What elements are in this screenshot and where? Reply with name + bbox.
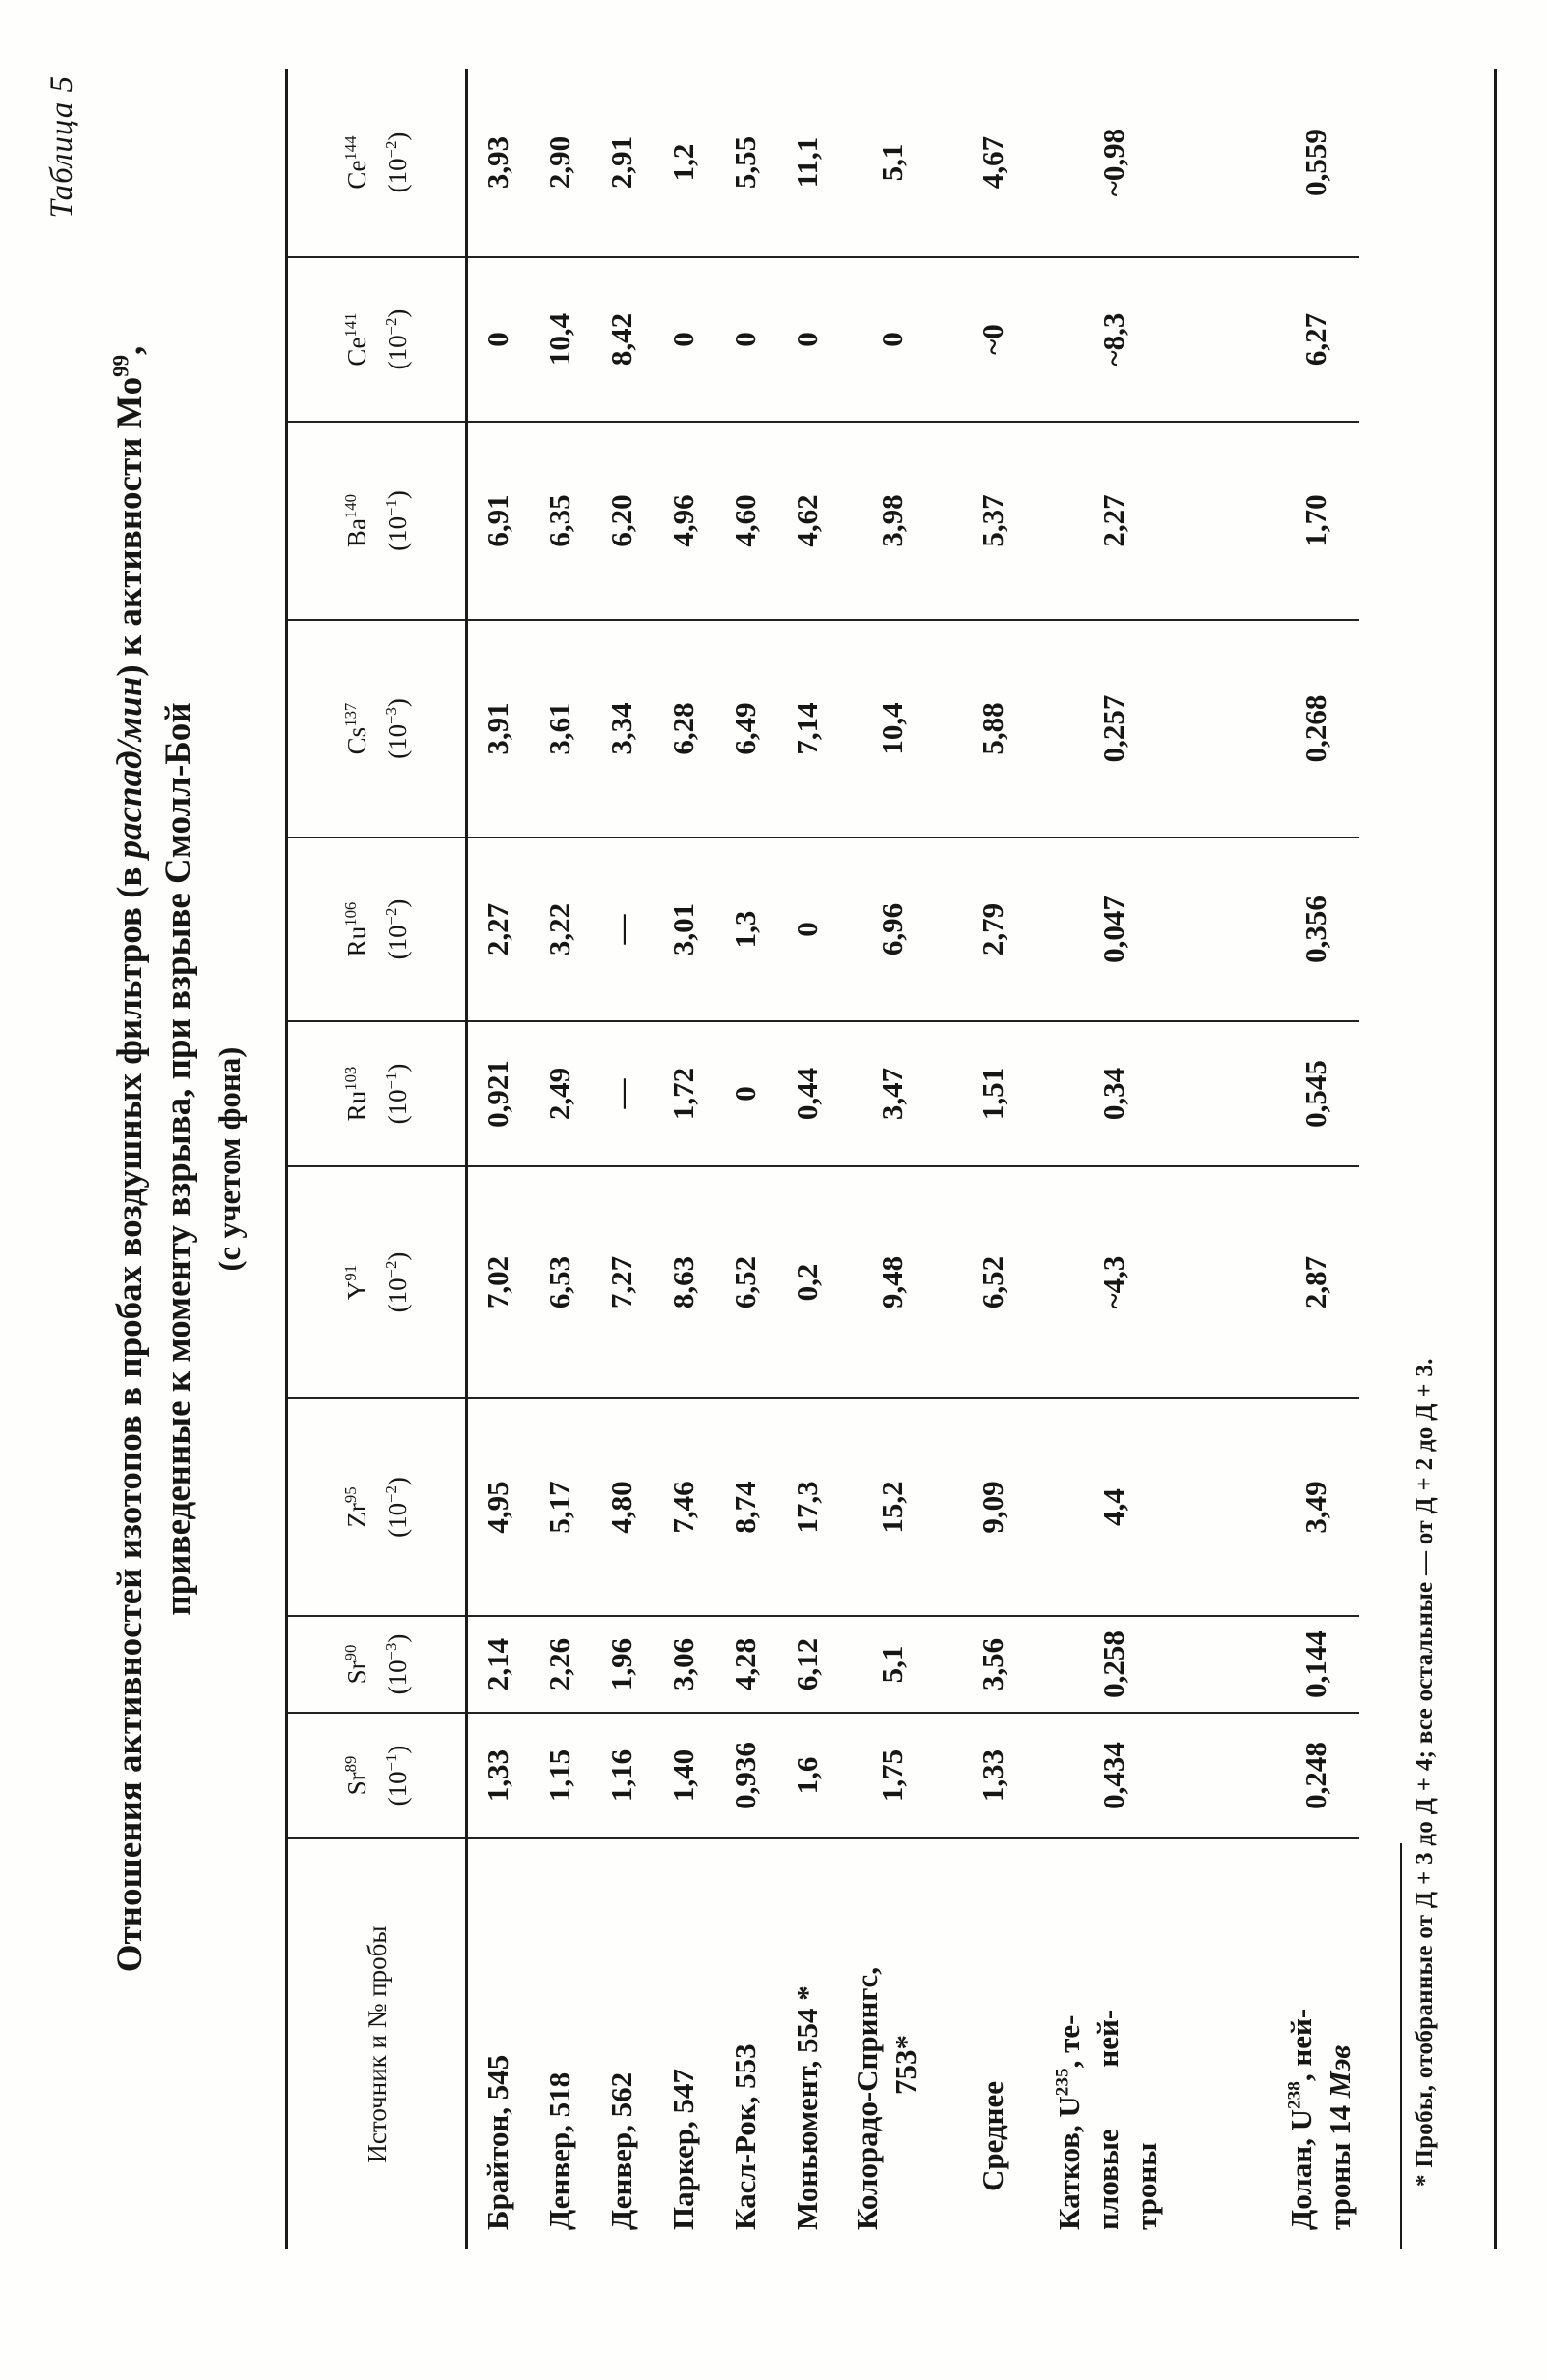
value-cell: 9,09 <box>947 1398 1040 1616</box>
value-cell: 0,545 <box>1272 1021 1359 1166</box>
value-cell: 4,62 <box>776 422 838 620</box>
value-cell: 1,2 <box>653 69 715 257</box>
value-cell: 3,49 <box>1272 1398 1359 1616</box>
row-label <box>653 1838 715 2249</box>
table-row <box>1272 69 1359 2249</box>
value-cell: 5,1 <box>838 69 947 257</box>
row-label <box>776 1838 838 2249</box>
isotope-activity-ratio-table <box>285 69 1359 2249</box>
value-cell: 0 <box>776 837 838 1021</box>
column-header <box>287 69 467 257</box>
row-label <box>591 1838 653 2249</box>
value-cell: 15,2 <box>838 1398 947 1616</box>
value-cell: 2,91 <box>591 69 653 257</box>
value-cell: 2,49 <box>529 1021 591 1166</box>
value-cell: 10,4 <box>529 257 591 422</box>
header-isotope-line: Ru$^{103}$ <box>340 1066 371 1122</box>
value-cell: 7,46 <box>653 1398 715 1616</box>
value-cell: 2,87 <box>1272 1166 1359 1398</box>
header-scale-line: $(10^{-1})$ <box>381 490 412 551</box>
value-cell: 6,12 <box>776 1616 838 1713</box>
value-cell: 0,559 <box>1272 69 1359 257</box>
value-cell: 6,49 <box>715 620 776 837</box>
table-row <box>776 69 838 2249</box>
row-label <box>947 1838 1040 2249</box>
value-cell: 2,27 <box>1040 422 1272 620</box>
header-scale-line: $(10^{-1})$ <box>381 1745 412 1807</box>
row-label-line: Денвер, 518 <box>541 2071 576 2230</box>
row-label-line: троны 14 Мэв <box>1322 2044 1357 2230</box>
value-cell: ~0,98 <box>1040 69 1272 257</box>
header-isotope-line: Cs$^{137}$ <box>340 702 371 755</box>
row-label-line: Паркер, 547 <box>665 2069 700 2230</box>
value-cell: 5,55 <box>715 69 776 257</box>
value-cell: 8,74 <box>715 1398 776 1616</box>
header-scale-line: $(10^{-2})$ <box>381 309 412 370</box>
header-isotope-line: Ce$^{141}$ <box>340 312 371 367</box>
footnote-separator-rule <box>1400 1843 1402 2249</box>
row-label-line: 753* <box>888 2035 922 2095</box>
table-row <box>653 69 715 2249</box>
header-scale-line: $(10^{-1})$ <box>381 1063 412 1125</box>
value-cell: 0 <box>715 1021 776 1166</box>
value-cell: 3,47 <box>838 1021 947 1166</box>
row-label-line: Колорадо-Спрингс, <box>849 1967 884 2230</box>
column-header <box>287 837 467 1021</box>
value-cell: 0,44 <box>776 1021 838 1166</box>
header-row <box>287 69 467 2249</box>
row-label-line: Моньюмент, 554 * <box>789 1985 824 2230</box>
row-label-line: Касл-Рок, 553 <box>727 2043 762 2230</box>
value-cell: 3,01 <box>653 837 715 1021</box>
value-cell: 11,1 <box>776 69 838 257</box>
value-cell: 7,27 <box>591 1166 653 1398</box>
value-cell: 3,91 <box>467 620 529 837</box>
value-cell: 4,95 <box>467 1398 529 1616</box>
value-cell: 7,14 <box>776 620 838 837</box>
value-cell: 4,96 <box>653 422 715 620</box>
column-header <box>287 422 467 620</box>
value-cell: 1,51 <box>947 1021 1040 1166</box>
value-cell: 4,60 <box>715 422 776 620</box>
table-caption: Таблица 5 <box>44 75 79 219</box>
value-cell: 6,28 <box>653 620 715 837</box>
value-cell: 0,248 <box>1272 1713 1359 1838</box>
header-isotope-line: Ba$^{140}$ <box>340 493 371 548</box>
header-scale-line: $(10^{-3})$ <box>381 698 412 759</box>
value-cell: 6,53 <box>529 1166 591 1398</box>
value-cell: 2,26 <box>529 1616 591 1713</box>
table-row <box>715 69 776 2249</box>
header-isotope-line: Sr$^{90}$ <box>340 1644 371 1685</box>
header-isotope-line: Ru$^{106}$ <box>340 901 371 957</box>
value-cell: — <box>591 1021 653 1166</box>
value-cell: ~0 <box>947 257 1040 422</box>
title-line-3: (с учетом фона) <box>213 1046 248 1272</box>
value-cell: 0,936 <box>715 1713 776 1838</box>
row-label-line: Денвер, 562 <box>603 2071 638 2230</box>
value-cell: 0,434 <box>1040 1713 1272 1838</box>
value-cell: 6,35 <box>529 422 591 620</box>
value-cell: 2,79 <box>947 837 1040 1021</box>
header-scale-line: $(10^{-2})$ <box>381 1477 412 1538</box>
value-cell: 0 <box>467 257 529 422</box>
value-cell: 1,70 <box>1272 422 1359 620</box>
column-header <box>287 1166 467 1398</box>
column-header <box>287 1713 467 1838</box>
value-cell: 1,40 <box>653 1713 715 1838</box>
value-cell: 0 <box>715 257 776 422</box>
column-header <box>287 1021 467 1166</box>
value-cell: 0,258 <box>1040 1616 1272 1713</box>
value-cell: 0,921 <box>467 1021 529 1166</box>
value-cell: 3,61 <box>529 620 591 837</box>
value-cell: 0,356 <box>1272 837 1359 1021</box>
value-cell: 6,27 <box>1272 257 1359 422</box>
value-cell: 3,56 <box>947 1616 1040 1713</box>
row-label-line: пловые ней- <box>1090 2009 1124 2230</box>
row-label <box>838 1838 947 2249</box>
value-cell: 0 <box>776 257 838 422</box>
value-cell: 0,2 <box>776 1166 838 1398</box>
value-cell: 6,96 <box>838 837 947 1021</box>
row-label-line: троны <box>1128 2142 1163 2230</box>
value-cell: 6,91 <box>467 422 529 620</box>
value-cell: 0,144 <box>1272 1616 1359 1713</box>
row-label <box>529 1838 591 2249</box>
row-label-line: Долан, $U^{238}$, ней- <box>1283 2008 1318 2230</box>
header-isotope-line: Zr$^{95}$ <box>340 1486 371 1528</box>
table-title <box>106 69 248 2249</box>
value-cell: 5,1 <box>838 1616 947 1713</box>
value-cell: 0,34 <box>1040 1021 1272 1166</box>
value-cell: 1,72 <box>653 1021 715 1166</box>
row-label-line: Брайтон, 545 <box>481 2054 515 2230</box>
value-cell: 1,16 <box>591 1713 653 1838</box>
value-cell: 4,67 <box>947 69 1040 257</box>
table-row <box>1040 69 1272 2249</box>
value-cell: 17,3 <box>776 1398 838 1616</box>
bottom-closing-rule <box>1494 69 1497 2249</box>
value-cell: 3,98 <box>838 422 947 620</box>
value-cell: 0,047 <box>1040 837 1272 1021</box>
row-label <box>715 1838 776 2249</box>
table-body <box>467 69 1359 2249</box>
header-isotope-line: Ce$^{144}$ <box>340 135 371 190</box>
row-header-label: Источник и № пробы <box>287 1838 467 2249</box>
value-cell: 8,63 <box>653 1166 715 1398</box>
value-cell: 9,48 <box>838 1166 947 1398</box>
header-isotope-line: $Y^{91}$ <box>340 1264 371 1301</box>
value-cell: 0,268 <box>1272 620 1359 837</box>
value-cell: 4,4 <box>1040 1398 1272 1616</box>
value-cell: 1,6 <box>776 1713 838 1838</box>
row-label <box>467 1838 529 2249</box>
table-row <box>529 69 591 2249</box>
column-header <box>287 620 467 837</box>
column-header <box>287 1398 467 1616</box>
value-cell: 3,22 <box>529 837 591 1021</box>
value-cell: 3,93 <box>467 69 529 257</box>
value-cell: 5,37 <box>947 422 1040 620</box>
table-footnote: * Пробы, отобранные от Д + 3 до Д + 4; все остальные — от Д + 2 до Д + 3. <box>1412 1358 1438 2187</box>
value-cell: 3,06 <box>653 1616 715 1713</box>
value-cell: 6,52 <box>715 1166 776 1398</box>
value-cell: 6,20 <box>591 422 653 620</box>
row-label-line: Катков, $U^{235}$, те- <box>1051 2014 1086 2230</box>
title-line-2: приведенные к моменту взрыва, при взрыве Смолл-Бой <box>159 702 198 1616</box>
header-scale-line: $(10^{-3})$ <box>381 1633 412 1695</box>
column-header <box>287 1616 467 1713</box>
value-cell: 1,3 <box>715 837 776 1021</box>
value-cell: 5,88 <box>947 620 1040 837</box>
row-label <box>1272 1838 1359 2249</box>
table-row <box>838 69 947 2249</box>
value-cell: 1,15 <box>529 1713 591 1838</box>
value-cell: 4,80 <box>591 1398 653 1616</box>
value-cell: 1,33 <box>947 1713 1040 1838</box>
table-row <box>947 69 1040 2249</box>
value-cell: — <box>591 837 653 1021</box>
title-line-1: Отношения активностей изотопов в пробах воздушных фильтров (в распад/мин) к активности Mo$^{99}$, <box>108 345 150 1973</box>
table-header <box>287 69 467 2249</box>
value-cell: 0 <box>653 257 715 422</box>
value-cell: 6,52 <box>947 1166 1040 1398</box>
value-cell: 0 <box>838 257 947 422</box>
header-scale-line: $(10^{-2})$ <box>381 132 412 193</box>
value-cell: 1,33 <box>467 1713 529 1838</box>
table-row <box>591 69 653 2249</box>
value-cell: 2,27 <box>467 837 529 1021</box>
column-header <box>287 257 467 422</box>
header-isotope-line: Sr$^{89}$ <box>340 1755 371 1796</box>
value-cell: 3,34 <box>591 620 653 837</box>
value-cell: 2,14 <box>467 1616 529 1713</box>
value-cell: 0,257 <box>1040 620 1272 837</box>
row-label <box>1040 1838 1272 2249</box>
header-scale-line: $(10^{-2})$ <box>381 898 412 960</box>
value-cell: 2,90 <box>529 69 591 257</box>
value-cell: 1,96 <box>591 1616 653 1713</box>
value-cell: 7,02 <box>467 1166 529 1398</box>
value-cell: 1,75 <box>838 1713 947 1838</box>
value-cell: ~4,3 <box>1040 1166 1272 1398</box>
row-label-line: Среднее <box>976 2080 1009 2191</box>
value-cell: 4,28 <box>715 1616 776 1713</box>
table-row <box>467 69 529 2249</box>
value-cell: 5,17 <box>529 1398 591 1616</box>
value-cell: 10,4 <box>838 620 947 837</box>
value-cell: ~8,3 <box>1040 257 1272 422</box>
header-scale-line: $(10^{-2})$ <box>381 1251 412 1313</box>
value-cell: 8,42 <box>591 257 653 422</box>
